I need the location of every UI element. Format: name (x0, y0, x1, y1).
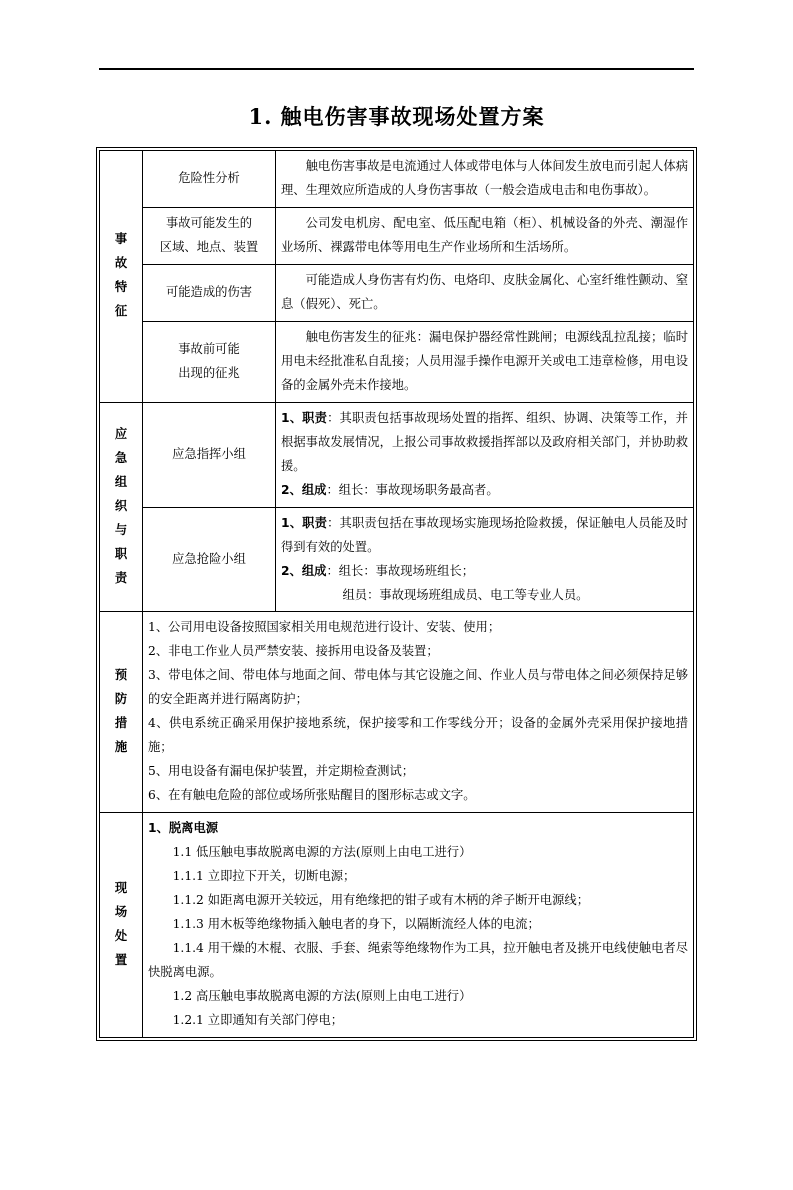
category-char: 场 (114, 905, 128, 920)
content-preventive-measures (143, 612, 694, 813)
document-page (0, 68, 793, 1190)
section-heading: 1、脱离电源 (148, 821, 219, 836)
subject-line: 出现的征兆 (178, 365, 240, 380)
table-row (100, 813, 694, 1038)
category-char: 职 (114, 547, 128, 562)
content-pre-accident-signs (276, 321, 694, 402)
list-item: 1.2 高压触电事故脱离电源的方法(原则上由电工进行） (172, 989, 472, 1003)
category-char: 置 (114, 953, 128, 968)
duty-label: 1、职责 (281, 410, 328, 425)
compose-label: 2、组成 (281, 482, 327, 497)
subject-command-group: 应急指挥小组 (143, 402, 276, 507)
category-char: 应 (114, 427, 128, 442)
subject-line: 事故前可能 (178, 341, 240, 356)
category-char: 织 (114, 499, 128, 514)
list-item: 4、供电系统正确采用保护接地系统，保护接零和工作零线分开；设备的金属外壳采用保护接地措施； (148, 716, 688, 755)
category-char: 预 (114, 668, 128, 683)
list-item: 1.1.3 用木板等绝缘物插入触电者的身下，以隔断流经人体的电流； (172, 917, 540, 932)
list-item: 1.1 低压触电事故脱离电源的方法(原则上由电工进行） (172, 845, 472, 860)
subject-possible-injuries: 可能造成的伤害 (143, 264, 276, 321)
table-row (100, 507, 694, 612)
category-char: 现 (114, 881, 128, 896)
category-onsite-disposal (100, 813, 143, 1038)
category-accident-features (100, 151, 143, 403)
content-onsite-disposal (143, 813, 694, 1038)
category-char: 处 (114, 929, 128, 944)
subject-pre-accident-signs (143, 321, 276, 402)
category-char: 特 (114, 280, 128, 295)
subject-rescue-group: 应急抢险小组 (143, 507, 276, 612)
compose-text: ：组长：事故现场职务最高者。 (326, 482, 499, 497)
duty-paragraph (281, 407, 688, 479)
list-item: 1.1.4 用干燥的木棍、衣服、手套、绳索等绝缘物作为工具，拉开触电者及挑开电线使触电者尽快脱离电源。 (148, 941, 688, 980)
category-char: 征 (114, 304, 128, 319)
compose-text: ：组长：事故现场班组长； (326, 563, 475, 578)
paragraph: 触电伤害事故是电流通过人体或带电体与人体间发生放电而引起人体病理、生理效应所造成的人身伤害事故（一般会造成电击和电伤事故）。 (281, 159, 688, 197)
subject-risk-analysis: 危险性分析 (143, 151, 276, 208)
duty-text: ：其职责包括事故现场处置的指挥、组织、协调、决策等工作，并根据事故发展情况，上报公司事故救援指挥部以及政府相关部门，并协助救援。 (281, 410, 688, 473)
duty-text: ：其职责包括在事故现场实施现场抢险救援，保证触电人员能及时得到有效的处置。 (281, 515, 688, 554)
compose-label: 2、组成 (281, 563, 327, 578)
compose-extra-paragraph: 组员：事故现场班组成员、电工等专业人员。 (342, 587, 589, 602)
paragraph: 可能造成人身伤害有灼伤、电烙印、皮肤金属化、心室纤维性颤动、窒息（假死）、死亡。 (281, 272, 688, 311)
subject-line: 区域、地点、装置 (159, 239, 259, 254)
table-row (100, 207, 694, 264)
page-title (99, 70, 694, 150)
content-accident-areas (276, 207, 694, 264)
content-rescue-group (276, 507, 694, 612)
category-char: 组 (114, 475, 128, 490)
paragraph: 触电伤害发生的征兆：漏电保护器经常性跳闸；电源线乱拉乱接；临时用电未经批准私自乱接；人员用湿手操作电源开关或电工违章检修，用电设备的金属外壳未作接地。 (281, 329, 688, 392)
list-item: 5、用电设备有漏电保护装置，并定期检查测试； (148, 764, 415, 779)
compose-paragraph (281, 479, 688, 503)
subject-accident-areas (143, 207, 276, 264)
table-row (100, 151, 694, 208)
emergency-plan-table (99, 150, 694, 1038)
category-emergency-organization (100, 402, 143, 612)
content-risk-analysis (276, 151, 694, 208)
category-char: 施 (114, 740, 128, 755)
list-item: 1.1.2 如距离电源开关较远，用有绝缘把的钳子或有木柄的斧子断开电源线； (172, 893, 589, 908)
category-char: 事 (114, 232, 128, 247)
list-item: 2、非电工作业人员严禁安装、接拆用电设备及装置； (148, 644, 439, 659)
list-item: 1.2.1 立即通知有关部门停电； (172, 1012, 344, 1027)
table-row (100, 264, 694, 321)
duty-paragraph (281, 512, 688, 560)
category-char: 急 (114, 451, 128, 466)
list-item: 1、公司用电设备按照国家相关用电规范进行设计、安装、使用； (148, 620, 501, 635)
list-item: 1.1.1 立即拉下开关，切断电源； (172, 869, 356, 884)
table-row (100, 321, 694, 402)
title-text: 触电伤害事故现场处置方案 (280, 105, 545, 129)
compose-paragraph (281, 560, 688, 584)
list-item: 6、在有触电危险的部位或场所张贴醒目的图形标志或文字。 (148, 788, 476, 803)
list-item: 3、带电体之间、带电体与地面之间、带电体与其它设施之间、作业人员与带电体之间必须保持足够的安全距离并进行隔离防护； (148, 668, 688, 707)
category-char: 故 (114, 256, 128, 271)
content-possible-injuries (276, 264, 694, 321)
title-number: 1. (248, 104, 273, 129)
category-char: 责 (114, 571, 128, 586)
subject-line: 事故可能发生的 (165, 215, 253, 230)
table-row (100, 402, 694, 507)
duty-label: 1、职责 (281, 515, 328, 530)
category-char: 措 (114, 716, 128, 731)
category-char: 与 (114, 523, 128, 538)
category-preventive-measures (100, 612, 143, 813)
content-command-group (276, 402, 694, 507)
table-row (100, 612, 694, 813)
category-char: 防 (114, 692, 128, 707)
paragraph: 公司发电机房、配电室、低压配电箱（柜）、机械设备的外壳、潮湿作业场所、裸露带电体等用电生产作业场所和生活场所。 (281, 215, 688, 254)
